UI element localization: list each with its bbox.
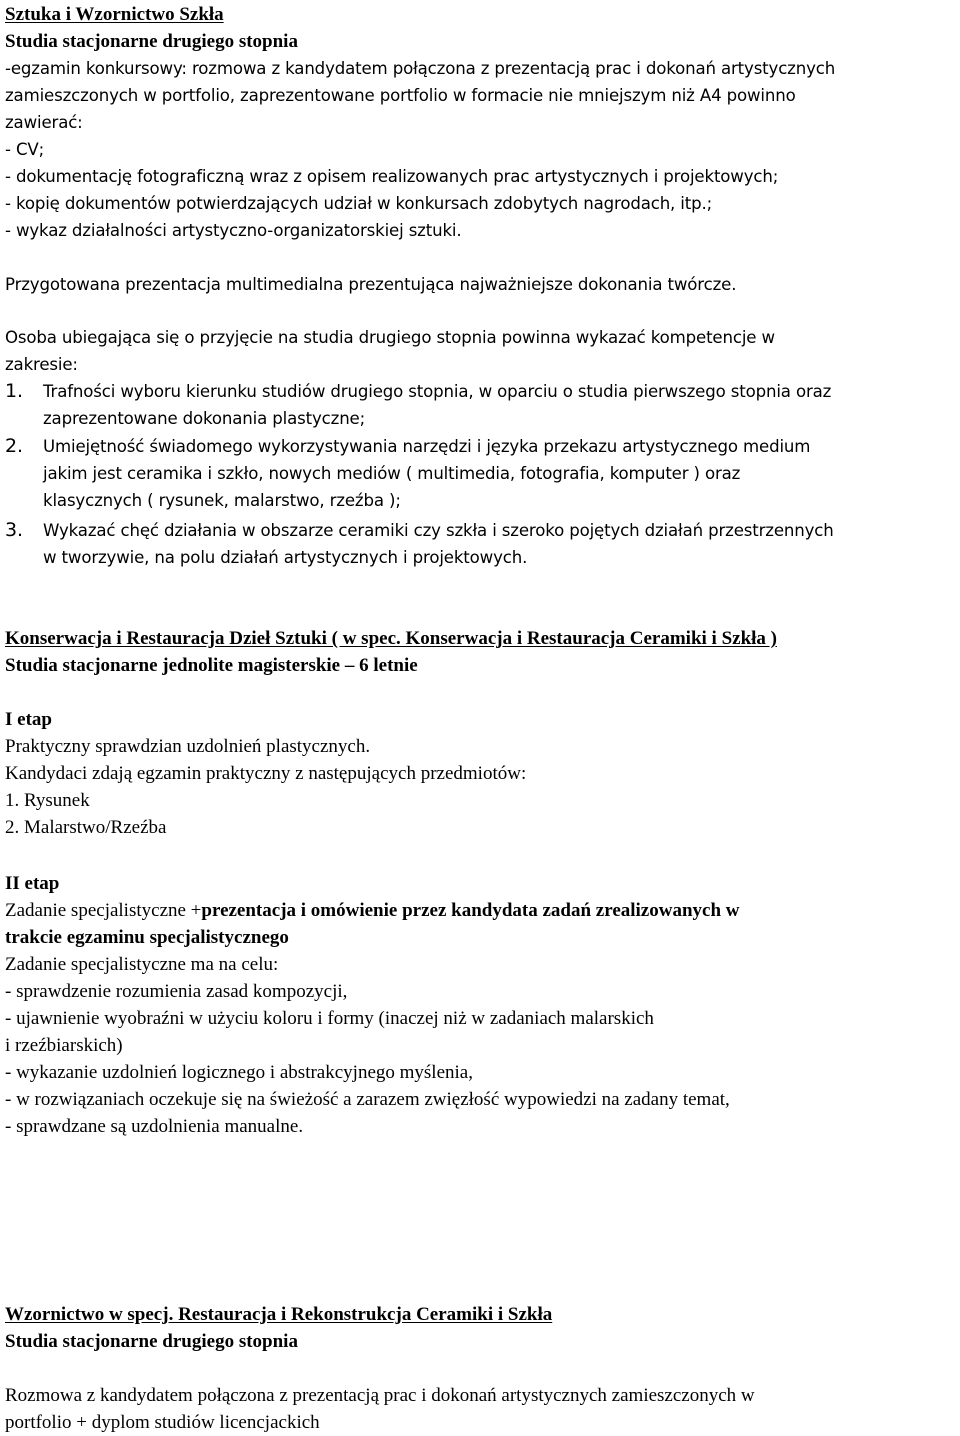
section-subtitle: Studia stacjonarne jednolite magisterskie – 6 letnie xyxy=(5,655,418,676)
presentation-text: Przygotowana prezentacja multimedialna prezentująca najważniejsze dokonania twórcze. xyxy=(5,275,737,294)
competence-intro: zakresie: xyxy=(5,355,78,374)
exam-line: - wykaz działalności artystyczno-organizatorskiej sztuki. xyxy=(5,221,462,240)
task-normal-text: Zadanie specjalistyczne + xyxy=(5,900,202,921)
task-bold-line: trakcie egzaminu specjalistycznego xyxy=(5,927,289,948)
competence-text: Umiejętność świadomego wykorzystywania narzędzi i języka przekazu artystycznego medium xyxy=(43,437,811,456)
stage-line: Kandydaci zdają egzamin praktyczny z następujących przedmiotów: xyxy=(5,763,527,784)
exam-line: - dokumentację fotograficzną wraz z opisem realizowanych prac artystycznych i projektowych; xyxy=(5,167,779,186)
section-line: portfolio + dyplom studiów licencjackich xyxy=(5,1412,320,1433)
exam-line: zawierać: xyxy=(5,113,83,132)
section-title: Wzornictwo w specj. Restauracja i Rekonstrukcja Ceramiki i Szkła xyxy=(5,1304,553,1325)
competence-intro: Osoba ubiegająca się o przyjęcie na studia drugiego stopnia powinna wykazać kompetencje w xyxy=(5,328,775,347)
stage-line: - sprawdzane są uzdolnienia manualne. xyxy=(5,1116,304,1137)
stage-heading: II etap xyxy=(5,873,60,894)
competence-text: zaprezentowane dokonania plastyczne; xyxy=(43,409,366,428)
stage-heading: I etap xyxy=(5,709,52,730)
stage-line: - wykazanie uzdolnień logicznego i abstrakcyjnego myślenia, xyxy=(5,1062,473,1083)
task-line xyxy=(5,897,740,924)
exam-line: -egzamin konkursowy: rozmowa z kandydatem połączona z prezentacją prac i dokonań artystycznych xyxy=(5,59,836,78)
stage-line: - ujawnienie wyobraźni w użyciu koloru i formy (inaczej niż w zadaniach malarskich xyxy=(5,1008,654,1029)
stage-line: 2. Malarstwo/Rzeźba xyxy=(5,817,167,838)
exam-line: - CV; xyxy=(5,140,45,159)
competence-number: 3. xyxy=(5,519,23,541)
competence-number: 1. xyxy=(5,380,23,402)
stage-line: 1. Rysunek xyxy=(5,790,90,811)
stage-line: Zadanie specjalistyczne ma na celu: xyxy=(5,954,279,975)
stage-line: - w rozwiązaniach oczekuje się na świeżość a zarazem zwięzłość wypowiedzi na zadany temat, xyxy=(5,1089,730,1110)
task-bold-text: prezentacja i omówienie przez kandydata zadań zrealizowanych w xyxy=(201,900,740,921)
stage-line: i rzeźbiarskich) xyxy=(5,1035,123,1056)
stage-line: Praktyczny sprawdzian uzdolnień plastycznych. xyxy=(5,736,371,757)
section-title: Sztuka i Wzornictwo Szkła xyxy=(5,4,224,25)
exam-line: - kopię dokumentów potwierdzających udział w konkursach zdobytych nagrodach, itp.; xyxy=(5,194,713,213)
competence-text: w tworzywie, na polu działań artystycznych i projektowych. xyxy=(43,548,528,567)
competence-text: Trafności wyboru kierunku studiów drugiego stopnia, w oparciu o studia pierwszego stopnia oraz xyxy=(43,382,832,401)
competence-number: 2. xyxy=(5,435,23,457)
section-line: Rozmowa z kandydatem połączona z prezentacją prac i dokonań artystycznych zamieszczonych w xyxy=(5,1385,755,1406)
competence-text: klasycznych ( rysunek, malarstwo, rzeźba ); xyxy=(43,491,401,510)
section-subtitle: Studia stacjonarne drugiego stopnia xyxy=(5,31,298,52)
competence-text: Wykazać chęć działania w obszarze ceramiki czy szkła i szeroko pojętych działań przestrzennych xyxy=(43,521,834,540)
section-subtitle: Studia stacjonarne drugiego stopnia xyxy=(5,1331,298,1352)
exam-line: zamieszczonych w portfolio, zaprezentowane portfolio w formacie nie mniejszym niż A4 powinno xyxy=(5,86,796,105)
section-title: Konserwacja i Restauracja Dzieł Sztuki ( w spec. Konserwacja i Restauracja Ceramiki i Szkła ) xyxy=(5,628,778,649)
competence-text: jakim jest ceramika i szkło, nowych mediów ( multimedia, fotografia, komputer ) oraz xyxy=(43,464,741,483)
stage-line: - sprawdzenie rozumienia zasad kompozycji, xyxy=(5,981,348,1002)
